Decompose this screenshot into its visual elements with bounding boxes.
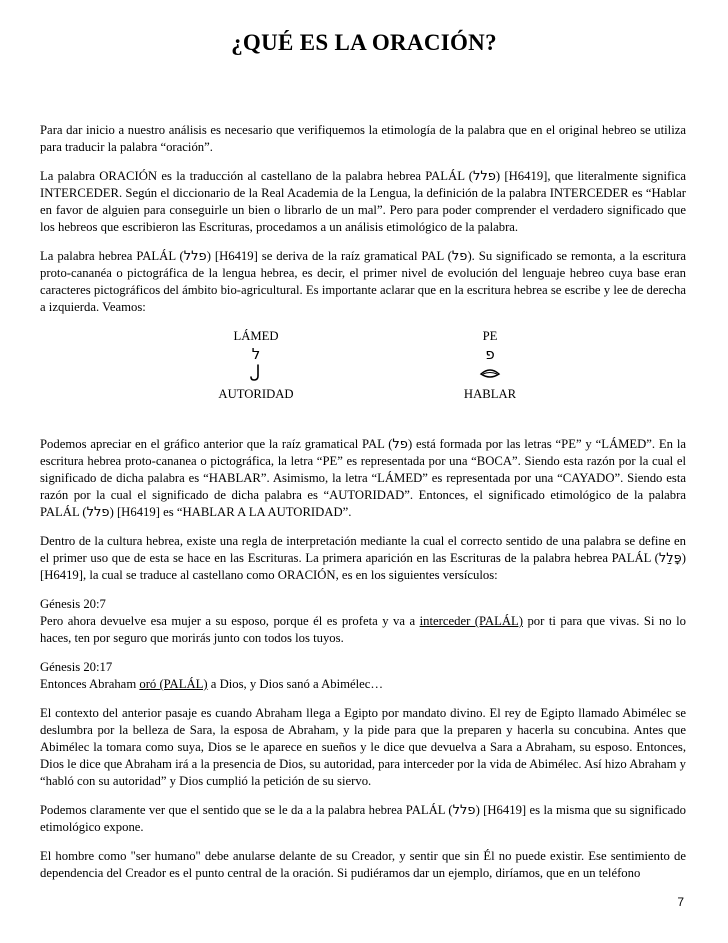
hebrew-root-pal: פל — [392, 437, 408, 452]
lamed-hebrew-letter: ל — [251, 345, 261, 363]
hebrew-word-palal: פלל — [183, 249, 207, 264]
hebrew-word-palal: פלל — [452, 803, 476, 818]
text-run: ) [H6419], que literalmente significa INTERCEDER. Según el diccionario de la Real Academia de la Lengua, la definición de la palabra INTERCEDER es “Hablar en favor de alguien para conseguirle un bien o librarlo de un mal”. Pero para poder comprender el verdadero significado que los hebreos que escribieron las Escrituras, procedamos a un análisis etimológico de la palabra. — [40, 169, 686, 234]
staff-pictograph-icon — [200, 363, 312, 383]
text-run: Entonces Abraham — [40, 677, 140, 691]
lamed-letter-name: LÁMED — [233, 329, 279, 343]
text-run: Podemos claramente ver que el sentido que se le da a la palabra hebrea PALÁL ( — [40, 803, 453, 817]
verse-reference: Génesis 20:7 — [40, 597, 106, 611]
text-run: Pero ahora devuelve esa mujer a su esposo, porque él es profeta y va a — [40, 614, 420, 628]
text-run: La palabra ORACIÓN es la traducción al castellano de la palabra hebrea PALÁL ( — [40, 169, 473, 183]
text-run: La palabra hebrea PALÁL ( — [40, 249, 184, 263]
text-run: ) [H6419] se deriva de la raíz gramatical PAL ( — [206, 249, 452, 263]
hebrew-word-palal-vocalized: פָּלַל — [658, 551, 682, 566]
text-run: ) [H6419] es “HABLAR A LA AUTORIDAD”. — [109, 505, 352, 519]
verse-genesis-20-17 — [40, 659, 686, 693]
hebrew-root-pal: פל — [451, 249, 468, 264]
pe-letter-name: PE — [482, 329, 498, 343]
paragraph-human-being: El hombre como "ser humano" debe anularse delante de su Creador, y sentir que sin Él no puede existir. Ese sentimiento de dependencia del Creador es el punto central de la oración. Si pudiéramos dar un ejemplo, diríamos, que en un teléfono — [40, 849, 686, 880]
text-run: Podemos apreciar en el gráfico anterior que la raíz gramatical PAL ( — [40, 437, 393, 451]
pe-meaning: HABLAR — [463, 387, 517, 401]
paragraph-intro: Para dar inicio a nuestro análisis es necesario que verifiquemos la etimología de la palabra que en el original hebreo se utiliza para traducir la palabra “oración”. — [40, 123, 686, 154]
text-run: ). Su significado se remonta, a la escritura proto-cananéa o pictográfica de la lengua hebrea, es decir, el primer nivel de evolución del lenguaje hebreo cuya base eran caracteres pictográficos del ámbito bio-agricultural. Es importante aclarar que en la escritura hebrea se escribe y lee de derecha a izquierda. Veamos: — [40, 249, 686, 314]
lamed-column — [200, 328, 312, 403]
mouth-pictograph-icon — [435, 363, 545, 383]
pe-hebrew-letter: פ — [485, 345, 495, 363]
text-run: Dentro de la cultura hebrea, existe una regla de interpretación mediante la cual el correcto sentido de una palabra se define en el primer uso que de esta se hace en las Escrituras. La primera aparición en las Escrituras de la palabra hebrea PALÁL ( — [40, 534, 686, 565]
verse-genesis-20-7 — [40, 596, 686, 647]
paragraph-first-use-rule — [40, 533, 686, 584]
text-run: ) está formada por las letras “PE” y “LÁMED”. En la escritura hebrea proto-cananea o pictográfica, la letra “PE” es representada por una “BOCA”. Siendo esta razón por la cual el significado de dicha palabra es “HABLAR”. Asimismo, la letra “LÁMED” es representada por una “CAYADO”. Siendo esta razón por la cual el significado de dicha palabra es “AUTORIDAD”. Entonces, el significado etimológico de la palabra PALÁL ( — [40, 437, 686, 519]
verse-reference: Génesis 20:17 — [40, 660, 113, 674]
paragraph-context: El contexto del anterior pasaje es cuando Abraham llega a Egipto por mandato divino. El rey de Egipto llamado Abimélec se deslumbra por la belleza de Sara, la esposa de Abraham, y la pide para que la preparen y hacerla su concubina. Antes que Abimélec la tomara como suya, Dios se le aparece en sueños y le dice que devuelva a Sara a Abraham, su esposo. Entonces, Dios le dice que Abraham irá a la presencia de Dios, su autoridad, para interceder por la vida de Abimélec. Así hizo Abraham y “habló con su autoridad” y Dios cumplió la petición de su siervo. — [40, 706, 686, 788]
text-run: ) [H6419], la cual se traduce al castellano como ORACIÓN, es en los siguientes versículos: — [40, 551, 686, 582]
text-run: ) [H6419] es la misma que su significado etimológico expone. — [40, 803, 686, 834]
pe-column — [435, 328, 545, 403]
hebrew-word-palal: פלל — [86, 505, 110, 520]
document-body — [40, 122, 686, 894]
paragraph-meaning-conclusion — [40, 802, 686, 836]
pictograph-figure — [40, 328, 686, 418]
underlined-term: oró (PALÁL) — [139, 677, 208, 691]
text-run: por ti para que vivas. Si no lo haces, ten por seguro que morirás junto con todos los tuyos. — [40, 614, 686, 645]
paragraph-palal-definition — [40, 168, 686, 236]
paragraph-figure-explanation — [40, 436, 686, 521]
lamed-meaning: AUTORIDAD — [218, 387, 294, 401]
underlined-term: interceder (PALÁL) — [419, 614, 523, 628]
text-run: a Dios, y Dios sanó a Abimélec… — [207, 677, 384, 691]
page-number: 7 — [677, 895, 684, 909]
paragraph-pal-root — [40, 248, 686, 316]
hebrew-word-palal: פלל — [473, 169, 496, 184]
page-title: ¿QUÉ ES LA ORACIÓN? — [231, 30, 497, 55]
